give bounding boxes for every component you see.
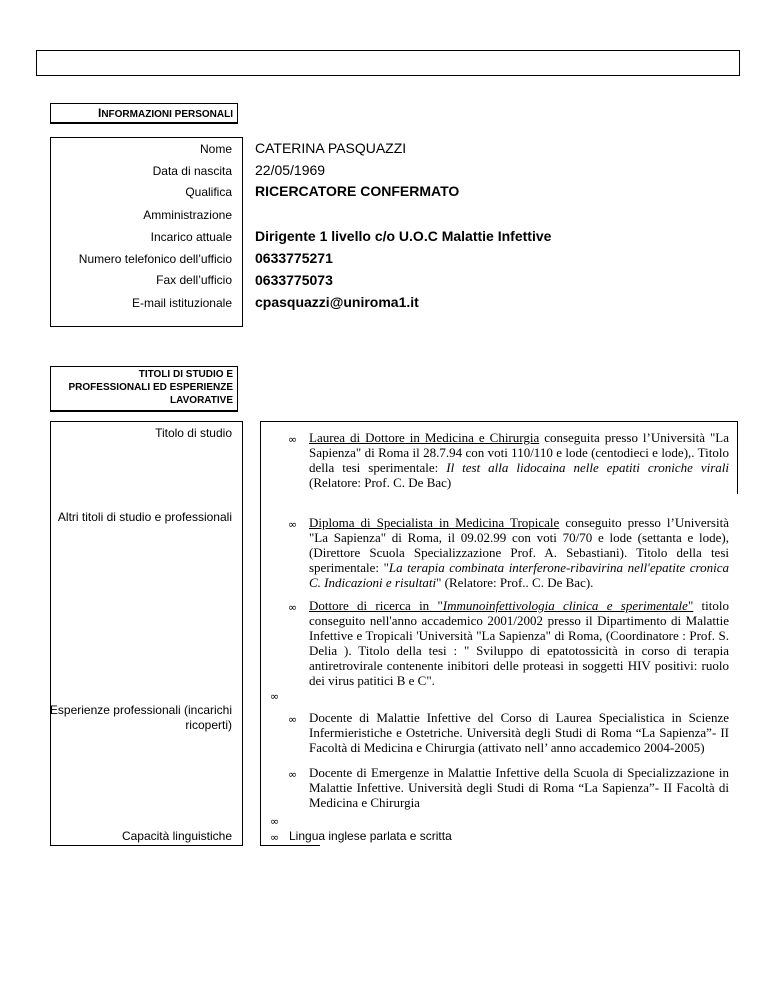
- titoli-bottom-border-left: [50, 845, 243, 846]
- header-box: [36, 50, 740, 76]
- value-data-nascita: 22/05/1969: [255, 162, 326, 178]
- label-email: E-mail istituzionale: [131, 296, 232, 310]
- personal-left-border: [50, 137, 51, 327]
- section-personal-initial: I: [97, 106, 102, 120]
- lingue-item: Lingua inglese parlata e scritta: [289, 829, 452, 843]
- titolo-studio-link: Laurea di Dottore in Medicina e Chirurgia: [309, 430, 540, 445]
- value-nome: CATERINA PASQUAZZI: [255, 140, 407, 156]
- titoli-left-border: [50, 421, 51, 846]
- value-telefono: 0633775271: [255, 250, 333, 266]
- personal-bottom-border: [50, 326, 243, 327]
- bullet-icon: ∞: [288, 433, 298, 446]
- bullet-icon: ∞: [288, 713, 298, 726]
- titoli-bottom-border-right: [260, 845, 320, 846]
- label-telefono: Numero telefonico dell’ufficio: [78, 252, 232, 266]
- label-altri-titoli: Altri titoli di studio e professionali: [57, 510, 232, 524]
- titolo-studio-text: conseguita presso l’Università "La Sapienza" di Roma il 28.7.94 con voti 110/110 e lode (centodieci e lode),. Titolo della tesi sperimentale:: [309, 430, 729, 475]
- label-qualifica: Qualifica: [185, 185, 232, 199]
- label-nome: Nome: [199, 142, 232, 156]
- altri-titoli-link-1: Diploma di Specialista in Medicina Tropicale: [309, 515, 560, 530]
- label-lingue: Capacità linguistiche: [121, 829, 232, 843]
- section-titoli-heading: [50, 366, 238, 412]
- value-qualifica: RICERCATORE CONFERMATO: [255, 183, 460, 199]
- section-titoli-line2: PROFESSIONALI ED ESPERIENZE: [68, 382, 233, 393]
- altri-titoli-link-2: [309, 598, 693, 613]
- personal-column-divider: [242, 137, 243, 327]
- label-esperienze: [50, 703, 232, 733]
- value-email: cpasquazzi@uniroma1.it: [255, 294, 419, 310]
- altri-titoli-link-2-italic: Immunoinfettivologia clinica e sperimentale: [442, 598, 688, 613]
- altri-titoli-item-1: [309, 515, 729, 590]
- esperienze-item-2: Docente di Emergenze in Malattie Infettive della Scuola di Specializzazione in Malattie Infettive. Università degli Studi di Roma “La Sapienza”- II Facoltà di Medicina e Chirurgia: [309, 765, 729, 810]
- label-incarico: Incarico attuale: [150, 230, 232, 244]
- section-titoli-line3: LAVORATIVE: [170, 395, 233, 406]
- altri-titoli-thesis-1: La terapia combinata interferone-ribavirina nell'epatite cronica C. Indicazioni e risultati: [309, 560, 729, 590]
- titoli-top-border-right: [260, 421, 738, 422]
- label-esperienze-line2: ricoperti): [185, 718, 232, 732]
- section-titoli-line1: TITOLI DI STUDIO E: [138, 369, 233, 380]
- section-personal-heading: [50, 103, 238, 124]
- value-incarico: Dirigente 1 livello c/o U.O.C Malattie Infettive: [255, 228, 552, 244]
- label-fax: Fax dell’ufficio: [156, 273, 232, 287]
- label-titolo-studio: Titolo di studio: [155, 426, 232, 440]
- titoli-top-border-left: [50, 421, 243, 422]
- personal-top-border: [50, 137, 243, 138]
- esperienze-item-1: Docente di Malattie Infettive del Corso di Laurea Specialistica in Scienze Infermieristiche e Ostetriche. Università degli Studi di Roma “La Sapienza”- II Facoltà di Medicina e Chirurgia (attivato nell’ anno accademico 2004-2005): [309, 710, 729, 755]
- bullet-icon: ∞: [270, 690, 280, 703]
- label-esperienze-line1: Esperienze professionali (incarichi: [49, 703, 232, 717]
- altri-titoli-relatore-1: " (Relatore: Prof.. C. De Bac).: [436, 575, 594, 590]
- titolo-studio-relatore: (Relatore: Prof. C. De Bac): [309, 475, 452, 490]
- titolo-studio-item: [309, 430, 729, 490]
- altri-titoli-link-2-post: ": [687, 598, 694, 613]
- bullet-icon: ∞: [288, 518, 298, 531]
- bullet-icon: ∞: [270, 815, 280, 828]
- value-fax: 0633775073: [255, 272, 333, 288]
- titoli-value-left-border: [260, 421, 261, 846]
- label-amministrazione: Amministrazione: [143, 208, 232, 222]
- titoli-column-divider: [242, 421, 243, 846]
- label-data-nascita: Data di nascita: [152, 164, 232, 178]
- altri-titoli-link-2-pre: Dottore di ricerca in ": [309, 598, 443, 613]
- altri-titoli-item-2: [309, 598, 729, 688]
- altri-titoli-text-2: titolo conseguito nell'anno accademico 2001/2002 presso il Dipartimento di Malattie Infettive e Tropicali 'Università "La Sapienza" di Roma, (Coordinatore : Prof. S. Delia ). Titolo della tesi : " Sviluppo di epatotossicità in corso di terapia antiretrovirale contenente inibitori delle proteasi in soggetti HIV positivi: ruolo dei virus patitici B e C".: [309, 598, 729, 688]
- section-personal-rest: NFORMAZIONI PERSONALI: [101, 109, 233, 120]
- altri-titoli-text-1: conseguito presso l’Università "La Sapienza" di Roma, il 09.02.99 con voti 70/70 e lode (settanta e lode), (Direttore Scuola Specializzazione Prof. A. Sebastiani). Titolo della tesi sperimentale: ": [309, 515, 729, 575]
- bullet-icon: ∞: [288, 601, 298, 614]
- titoli-right-border: [737, 421, 738, 494]
- titolo-studio-thesis: Il test alla lidocaina nelle epatiti croniche virali: [446, 460, 729, 475]
- bullet-icon: ∞: [288, 768, 298, 781]
- bullet-icon: ∞: [270, 831, 280, 844]
